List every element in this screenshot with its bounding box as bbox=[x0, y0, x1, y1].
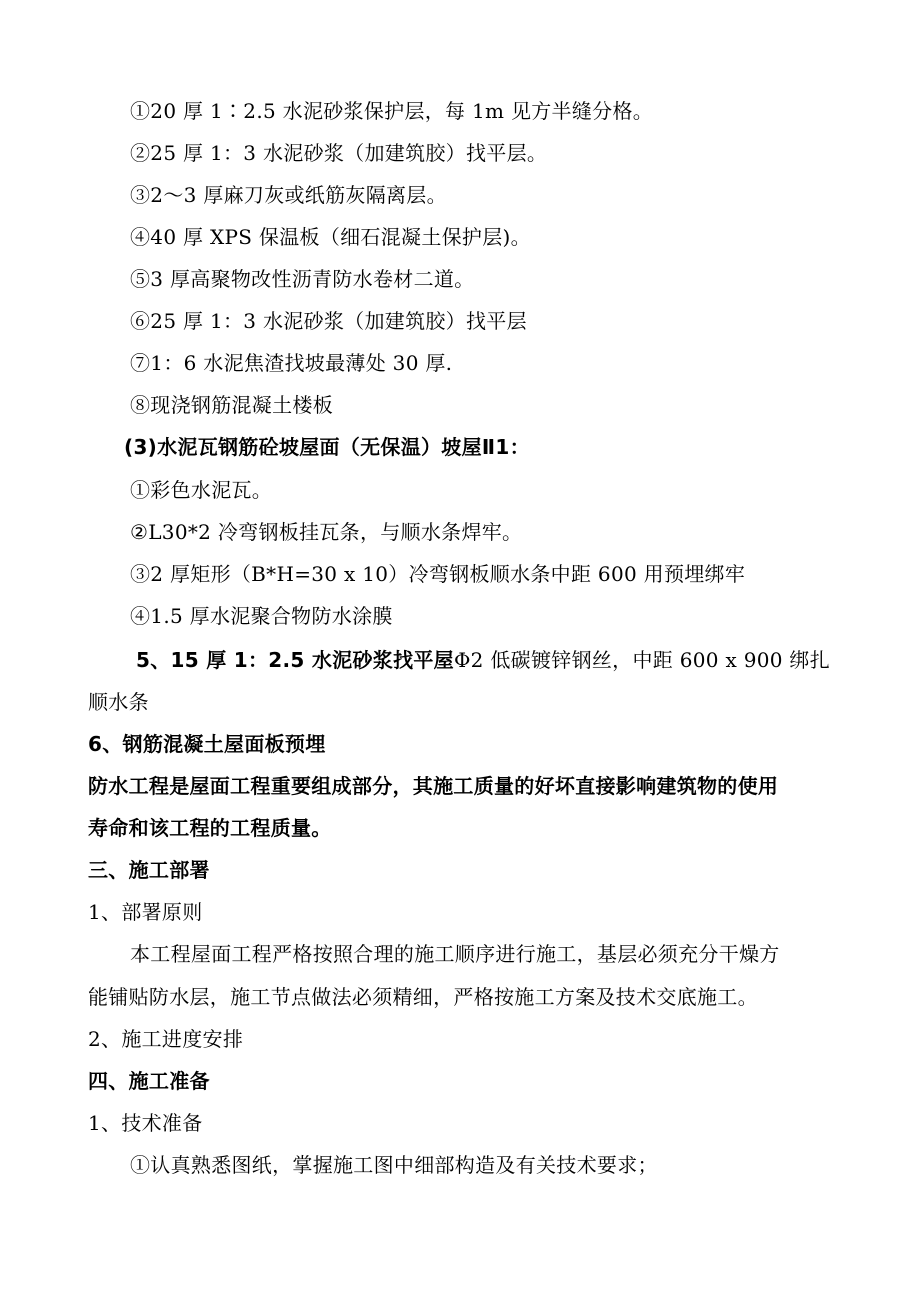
item-5-bold-text: 5、15 厚 1：2.5 水泥砂浆找平屋 bbox=[136, 648, 454, 672]
item-5-continuation: 顺水条 bbox=[88, 690, 149, 714]
item-5-text: Φ2 低碳镀锌钢丝，中距 600 x 900 绑扎 bbox=[453, 648, 831, 672]
section-title: 四、施工准备 bbox=[88, 1069, 210, 1093]
list-item: ①彩色水泥瓦。 bbox=[130, 478, 273, 502]
bold-paragraph-line: 寿命和该工程的工程质量。 bbox=[88, 816, 332, 840]
list-item: ③2～3 厚麻刀灰或纸筋灰隔离层。 bbox=[130, 183, 447, 207]
list-item: ③2 厚矩形（B*H=30 x 10）冷弯钢板顺水条中距 600 用预埋绑牢 bbox=[130, 562, 746, 586]
list-item: ①认真熟悉图纸，掌握施工图中细部构造及有关技术要求； bbox=[130, 1153, 658, 1177]
list-item: ⑦1：6 水泥焦渣找坡最薄处 30 厚. bbox=[130, 351, 453, 375]
subsection-title: 1、技术准备 bbox=[88, 1111, 203, 1135]
list-item: ②25 厚 1：3 水泥砂浆（加建筑胶）找平层。 bbox=[130, 141, 548, 165]
list-item: ⑤3 厚高聚物改性沥青防水卷材二道。 bbox=[130, 267, 475, 291]
bold-paragraph-line: 防水工程是屋面工程重要组成部分，其施工质量的好坏直接影响建筑物的使用 bbox=[88, 774, 779, 798]
subsection-title: 1、部署原则 bbox=[88, 900, 203, 924]
list-item: ⑧现浇钢筋混凝土楼板 bbox=[130, 393, 333, 417]
subsection-title: 2、施工进度安排 bbox=[88, 1027, 244, 1051]
section-heading: (3)水泥瓦钢筋砼坡屋面（无保温）坡屋Ⅱ1： bbox=[124, 435, 530, 459]
list-item: ④1.5 厚水泥聚合物防水涂膜 bbox=[130, 604, 393, 628]
section-title: 三、施工部署 bbox=[88, 858, 210, 882]
paragraph-line: 本工程屋面工程严格按照合理的施工顺序进行施工，基层必须充分干燥方 bbox=[130, 942, 780, 966]
paragraph-line: 能铺贴防水层，施工节点做法必须精细，严格按施工方案及技术交底施工。 bbox=[88, 985, 758, 1009]
list-item: ④40 厚 XPS 保温板（细石混凝土保护层)。 bbox=[130, 225, 531, 249]
item-5-line bbox=[136, 647, 830, 673]
list-item: ②L30*2 冷弯钢板挂瓦条，与顺水条焊牢。 bbox=[130, 520, 523, 544]
list-item: ①20 厚 1∶2.5 水泥砂浆保护层，每 1m 见方半缝分格。 bbox=[130, 99, 654, 123]
list-item: ⑥25 厚 1：3 水泥砂浆（加建筑胶）找平层 bbox=[130, 309, 527, 333]
item-6-heading: 6、钢筋混凝土屋面板预埋 bbox=[88, 732, 326, 756]
